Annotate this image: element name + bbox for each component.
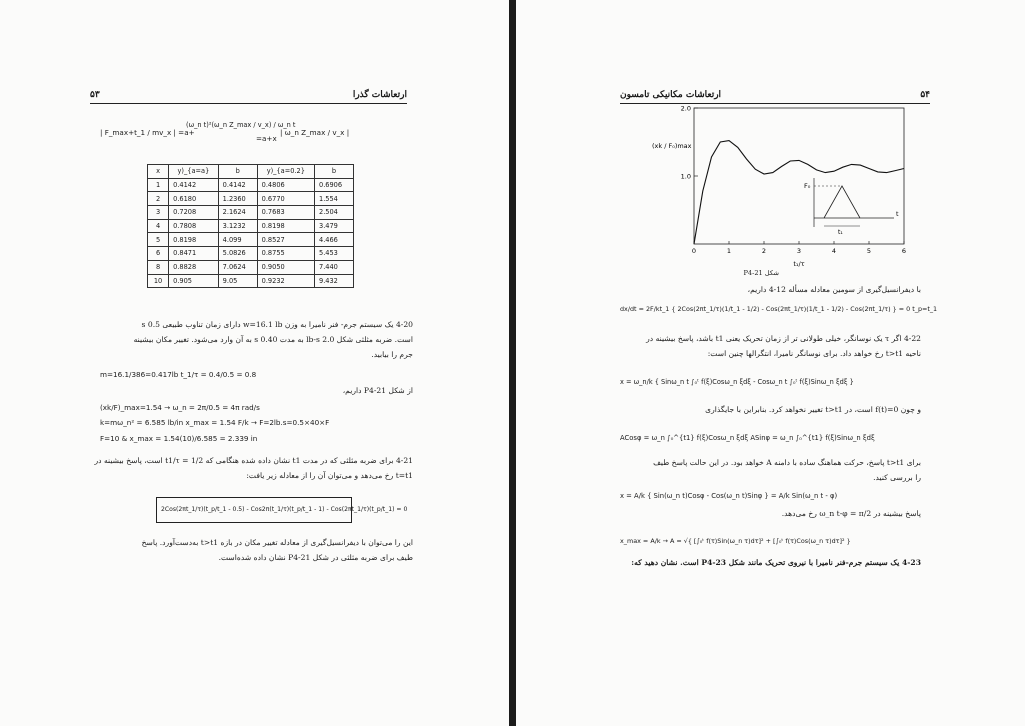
equation-dxdt: dx/dt = 2F/kt_1 { 2Cos(2πt_1/τ)(1/t_1 - 1/2) - Cos(2πt_1/τ)(1/t_1 - 1/2) - Cos(2πt_1/τ) } = 0 t_p=t_1 <box>620 305 938 313</box>
table-row <box>148 274 354 288</box>
problem-4-23: 4-23 یک سیستم جرم-فنر نامیرا با نیروی تحریک مانند شکل P4-23 است. نشان دهید که: <box>631 558 921 567</box>
inset-duration-label: t₁ <box>838 229 843 236</box>
table-cell: 7.440 <box>315 260 354 274</box>
equation-mass: m=16.1/386=0.417lb t_1/τ = 0.4/0.5 = 0.8 <box>100 370 257 379</box>
table-cell: 5.453 <box>315 247 354 261</box>
top-formula-c: =a+x <box>256 134 277 143</box>
equation-x-amplitude: x = A/k { Sin(ω_n t)Cosφ - Cos(ω_n t)Sinφ } = A/k Sin(ω_n t - φ) <box>620 492 838 500</box>
chart-xlabel: t₁/τ <box>793 260 805 268</box>
equation-xk-ratio: (xk/F)_max=1.54 → ω_n = 2π/0.5 = 4π rad/s <box>100 403 260 412</box>
table-cell: 0.6180 <box>169 192 219 206</box>
table-row <box>148 178 354 192</box>
table-row <box>148 219 354 233</box>
table-cell: 0.6770 <box>257 192 314 206</box>
table-cell: 0.9050 <box>257 260 314 274</box>
left-page-number: ۵۳ <box>90 90 100 100</box>
table-cell: 5.0826 <box>218 247 257 261</box>
table-cell: 1 <box>148 178 169 192</box>
table-row <box>148 247 354 261</box>
table-cell: 0.8198 <box>257 219 314 233</box>
table-cell: 2.504 <box>315 206 354 220</box>
table-row <box>148 260 354 274</box>
table-cell: 4 <box>148 219 169 233</box>
paragraph-peak: پاسخ بیشینه در ω_n t-φ = π/2 رخ می‌دهد. <box>781 509 921 518</box>
paragraph-spectrum-line-1: برای t>t1 پاسخ، حرکت هماهنگ ساده با دامنه A خواهد بود. در این حالت پاسخ طیف <box>653 458 921 467</box>
closing-paragraph-line-1: این را می‌توان با دیفرانسیل‌گیری از معادله تغییر مکان در بازه t>t1 به‌دست‌آورد. پاسخ <box>141 538 413 547</box>
table-cell: 8 <box>148 260 169 274</box>
chart-y-tick-label: 2.0 <box>680 104 691 113</box>
paragraph-f-zero: و چون f(t)=0 است، در t>t1 تغییر نخواهد کرد. بنابراین با جایگذاری <box>705 405 921 414</box>
table-cell: 0.4142 <box>169 178 219 192</box>
paragraph-spectrum-line-2: را بررسی کنید. <box>873 473 921 482</box>
table-cell: 0.6906 <box>315 178 354 192</box>
equation-acos-asin: ACosφ = ω_n ∫₀^{t1} f(ξ)Cosω_n ξdξ ASinφ = ω_n ∫₀^{t1} f(ξ)Sinω_n ξdξ <box>620 434 875 442</box>
right-page-number: ۵۴ <box>920 90 930 100</box>
table-cell: 9.432 <box>315 274 354 288</box>
table-cell: 0.7208 <box>169 206 219 220</box>
top-formula-d: | ω_n Z_max / v_x | <box>280 128 350 137</box>
table-cell: 0.4142 <box>218 178 257 192</box>
right-header-title: ارتعاشات مکانیکی تامسون <box>620 90 722 100</box>
right-page <box>516 0 1025 726</box>
intro-text: با دیفرانسیل‌گیری از سومین معادله مسأله 12-4 داریم، <box>747 285 921 294</box>
figure-caption: شکل P4-21 <box>743 269 779 277</box>
table-header-cell: y)_{a=0.2} <box>257 165 314 179</box>
table-cell: 7.0624 <box>218 260 257 274</box>
problem-4-20-line-3: جرم را بیابید. <box>371 350 413 359</box>
table-row <box>148 206 354 220</box>
chart-y-tick-label: 1.0 <box>680 172 691 181</box>
table-cell: 3.479 <box>315 219 354 233</box>
chart-x-tick-label: 6 <box>901 247 907 255</box>
inset-force-label: F₀ <box>804 182 811 190</box>
equation-xmax: x_max = A/k → A = √{ [∫₀ᵗ f(τ)Sin(ω_n τ)dτ]² + [∫₀ᵗ f(τ)Cos(ω_n τ)dτ]² } <box>620 537 851 545</box>
table-cell: 1.554 <box>315 192 354 206</box>
chart-x-tick-label: 2 <box>761 247 767 255</box>
shock-spectrum-chart <box>644 102 914 270</box>
table-header-row <box>148 165 354 179</box>
table-cell: 4.466 <box>315 233 354 247</box>
table-row <box>148 233 354 247</box>
data-table <box>147 164 354 288</box>
figure-reference: از شکل P4-21 داریم، <box>342 386 413 395</box>
inset-time-label: t <box>896 210 899 218</box>
table-cell: 4.099 <box>218 233 257 247</box>
problem-4-22-line-1: 4-22 اگر τ یک نوسانگر، خیلی طولانی تر از زمان تحریک یعنی t1 باشد، پاسخ بیشینه در <box>646 334 921 343</box>
table-cell: 0.8471 <box>169 247 219 261</box>
table-cell: 2.1624 <box>218 206 257 220</box>
table-cell: 3.1232 <box>218 219 257 233</box>
book-spine <box>509 0 516 726</box>
left-header-title: ارتعاشات گذرا <box>352 90 407 100</box>
table-cell: 5 <box>148 233 169 247</box>
chart-plot-frame <box>694 108 904 244</box>
top-formula-b: (ω_n t)²(ω_n Z_max / v_x) / ω_n t <box>186 121 296 129</box>
top-formula-a: | F_max+t_1 / mv_x | =a+ <box>100 128 195 137</box>
table-cell: 0.9232 <box>257 274 314 288</box>
closing-paragraph-line-2: طیف برای ضربه مثلثی در شکل P4-21 نشان داده شده‌است. <box>218 553 413 562</box>
problem-4-20-line-1: 4-20 یک سیستم جرم- فنر نامیرا به وزن w=16.1 lb دارای زمان تناوب طبیعی 0.5 s <box>141 320 413 329</box>
table-cell: 10 <box>148 274 169 288</box>
chart-x-tick-label: 0 <box>691 247 697 255</box>
table-cell: 9.05 <box>218 274 257 288</box>
chart-x-tick-label: 5 <box>866 247 872 255</box>
table-cell: 0.8198 <box>169 233 219 247</box>
table-cell: 6 <box>148 247 169 261</box>
problem-4-21-line-2: t=t1 رخ می‌دهد و می‌توان آن را از معادله زیر یافت: <box>246 471 413 480</box>
table-cell: 0.8527 <box>257 233 314 247</box>
table-cell: 0.7808 <box>169 219 219 233</box>
equation-x-integral: x = ω_n/k { Sinω_n t ∫₀ᵗ f(ξ)Cosω_n ξdξ - Cosω_n t ∫₀ᵗ f(ξ)Sinω_n ξdξ } <box>620 378 854 386</box>
table-cell: 0.8755 <box>257 247 314 261</box>
problem-4-22-line-2: ناحیه t>t1 رخ خواهد داد. برای نوسانگر نامیرا، انتگرالها چنین است: <box>707 349 921 358</box>
problem-4-20-line-2: است. ضربه مثلثی شکل 2.0 lb-s به مدت 0.40 s به آن وارد می‌شود. تغییر مکان بیشینه <box>133 335 413 344</box>
equation-stiffness: k=mω_n² = 6.585 lb/in x_max = 1.54 F/k → F=2lb.s=0.5×40×F <box>100 418 330 427</box>
table-cell: 0.905 <box>169 274 219 288</box>
chart-x-tick-label: 1 <box>726 247 732 255</box>
problem-4-21-line-1: 4-21 برای ضربه مثلثی که در مدت t1 نشان داده شده هنگامی که 1/2 = t1/τ است، پاسخ بیشینه در <box>94 456 413 465</box>
left-running-header <box>90 90 407 104</box>
table-row <box>148 192 354 206</box>
table-cell: 2 <box>148 192 169 206</box>
table-cell: 3 <box>148 206 169 220</box>
chart-x-tick-label: 3 <box>796 247 802 255</box>
left-page <box>0 0 509 726</box>
table-header-cell: y)_{a=a} <box>169 165 219 179</box>
table-cell: 0.7683 <box>257 206 314 220</box>
inset-triangle-pulse <box>824 186 860 218</box>
chart-ylabel: (xk / F₀)max <box>652 142 692 150</box>
boxed-equation: 2Cos(2πt_1/τ)(t_p/t_1 - 0.5) - Cos2π(t_1/τ)(t_p/t_1 - 1) - Cos(2πt_1/τ)(t_p/t_1) = 0 <box>161 506 408 513</box>
table-cell: 0.8828 <box>169 260 219 274</box>
table-header-cell: b <box>315 165 354 179</box>
equation-force: F=10 & x_max = 1.54(10)/6.585 = 2.339 in <box>100 434 258 443</box>
chart-x-tick-label: 4 <box>831 247 837 255</box>
inset-pulse-diagram <box>804 178 899 236</box>
chart-series-line <box>694 141 904 244</box>
table-cell: 1.2360 <box>218 192 257 206</box>
table-header-cell: x <box>148 165 169 179</box>
table-cell: 0.4806 <box>257 178 314 192</box>
table-header-cell: b <box>218 165 257 179</box>
